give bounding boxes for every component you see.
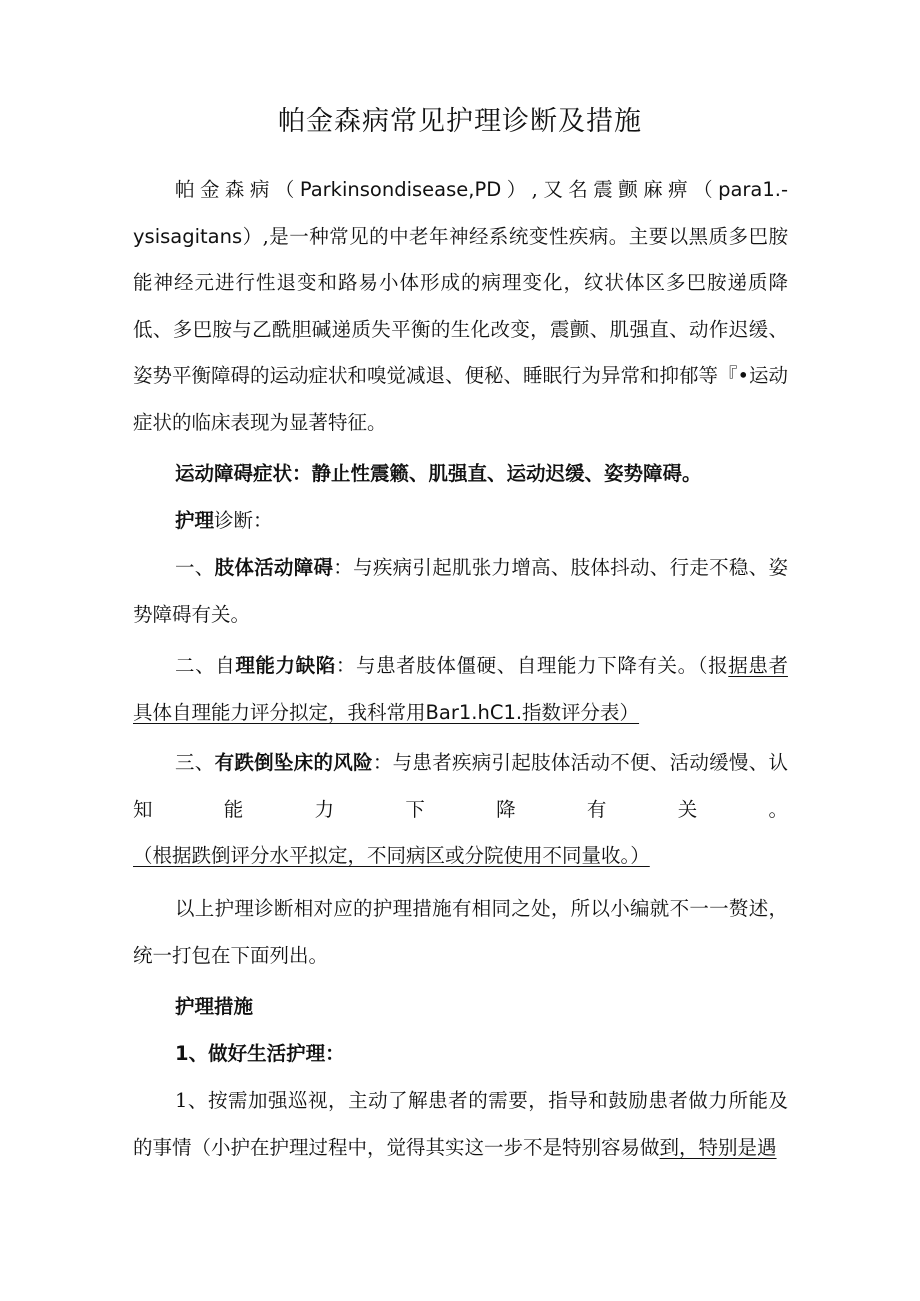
diagnosis-3-prefix: 三、 (175, 751, 215, 774)
diagnosis-1-text: 与疾病引起肌张力增高、肢体抖动、行走不稳、姿势障碍有关。 (133, 556, 788, 626)
measure-1-heading: 1、做好生活护理： (175, 1042, 345, 1065)
motor-symptoms-line: 运动障碍症状：静止性震籁、肌强直、运动迟缓、姿势障碍。 (175, 462, 702, 485)
measure-1-item (133, 1078, 788, 1171)
diagnosis-2-note-1: 据患者具体自理能力评分拟定，我科常用 (133, 654, 788, 724)
measures-heading: 护理措施 (175, 995, 254, 1018)
measure-1-item-text: 1、按需加强巡视，主动了解患者的需要，指导和鼓励患者做力所能及的事情（小护在护理过程中，觉得其实这一步不是特别容易做 (133, 1089, 788, 1159)
intro-paragraph (133, 167, 788, 446)
page-title: 帕金森病常见护理诊断及措施 (278, 106, 642, 137)
diagnosis-2-note-2: 指数评分表） (522, 700, 640, 724)
nursing-diagnosis-heading-part-1: 护理 (175, 509, 215, 532)
nursing-diagnosis-heading-part-2: 诊断： (214, 509, 273, 532)
summary-paragraph: 以上护理诊断相对应的护理措施有相同之处，所以小编就不一一赘述，统一打包在下面列出。 (133, 897, 788, 967)
diagnosis-2-note-term: Bar1.hC1. (425, 700, 523, 724)
nursing-diagnosis-heading (133, 498, 788, 545)
diagnosis-3-name: 有跌倒坠床的风险 (214, 751, 373, 774)
diagnosis-2-colon: ： (335, 654, 356, 677)
intro-text-2: ）,又名震颤麻痹（ (501, 178, 719, 201)
intro-text-1: 帕金森病（ (175, 178, 300, 201)
diagnosis-2-prefix: 二、自 (175, 654, 236, 677)
diagnosis-3-text: 与患者疾病引起肢体活动不便、活动缓慢、认知能力下降有关。 (133, 751, 788, 821)
diagnosis-1 (133, 545, 788, 638)
intro-text-3: ）,是一种常见的中老年神经系统变性疾病。主要以黑质多巴胺能神经元进行性退变和路易小体形成的病理变化，纹状体区多巴胺递质降低、多巴胺与乙酰胆碱递质失平衡的生化改变，震颤、肌强直、动作迟缓、姿势平衡障碍的运动症状和嗅觉减退、便秘、睡眠行为异常和抑郁等『•运动症状的临床表现为显著特征。 (133, 224, 789, 434)
diagnosis-1-name: 肢体活动障碍 (214, 556, 334, 579)
diagnosis-2-name: 理能力缺陷 (235, 654, 336, 677)
intro-term-1: Parkinsondisease,PD (299, 178, 502, 201)
measure-1-item-underlined: 到，特别是遇 (659, 1135, 777, 1159)
intro-term-2: para1.-ysisagitans (133, 178, 788, 248)
diagnosis-3 (133, 740, 788, 880)
diagnosis-1-prefix: 一、 (175, 556, 215, 579)
diagnosis-3-note: （根据跌倒评分水平拟定，不同病区或分院使用不同量收。） (133, 844, 650, 867)
diagnosis-1-colon: ： (333, 556, 354, 579)
diagnosis-3-colon: ： (372, 751, 393, 774)
diagnosis-2 (133, 643, 788, 736)
diagnosis-2-text: 与患者肢体僵硬、自理能力下降有关。（报 (355, 654, 729, 677)
